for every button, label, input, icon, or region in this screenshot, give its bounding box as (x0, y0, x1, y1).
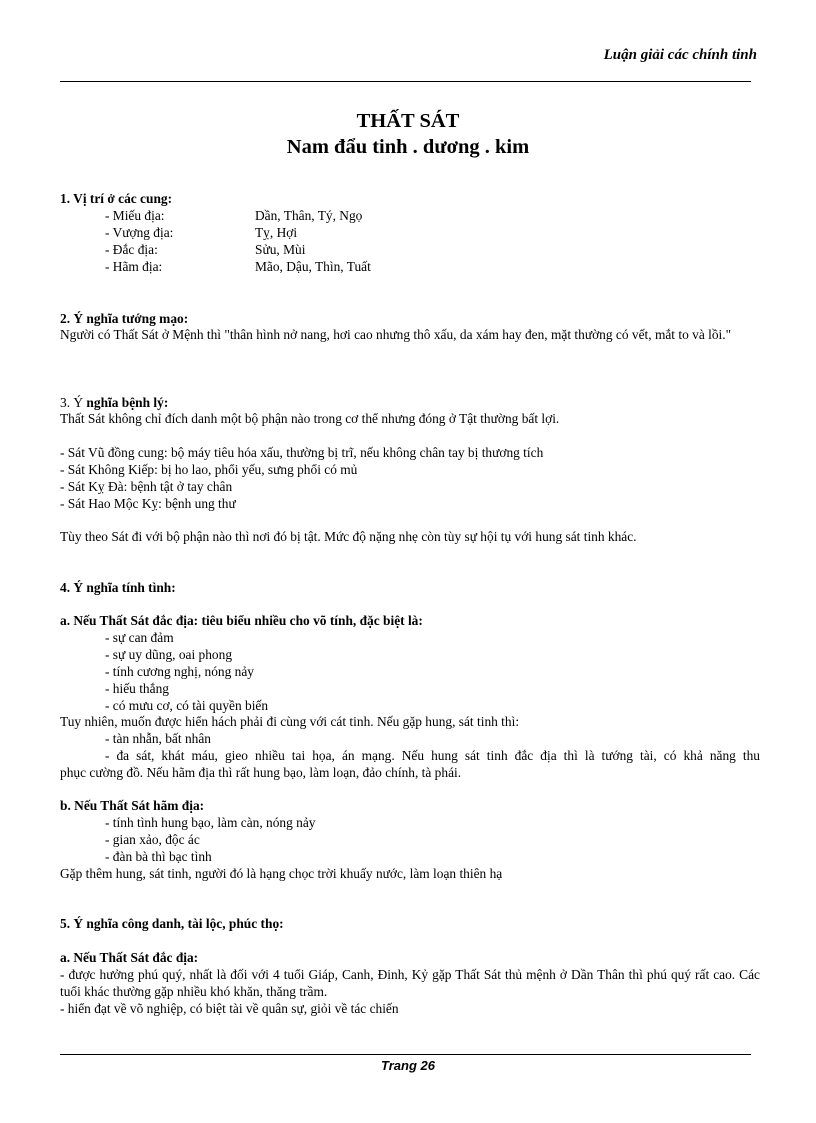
position-row (60, 207, 362, 224)
trait-item: - tính tình hung bạo, làm càn, nóng nảy (105, 815, 316, 830)
section-4b-closing: Gặp thêm hung, sát tinh, người đó là hạng chọc trời khuấy nước, làm loạn thiên hạ (60, 866, 503, 881)
section-5a-heading: a. Nếu Thất Sát đắc địa: (60, 950, 199, 965)
illness-item: - Sát Không Kiếp: bị ho lao, phổi yếu, sưng phổi có mủ (60, 462, 358, 477)
trait-item: - có mưu cơ, có tài quyền biến (105, 698, 269, 713)
trait-item: - hiếu thắng (105, 681, 169, 696)
position-row (60, 241, 305, 258)
section-3-heading-bold: nghĩa bệnh lý: (86, 395, 169, 410)
section-4a-heading: a. Nếu Thất Sát đắc địa: tiêu biểu nhiều cho võ tính, đặc biệt là: (60, 613, 423, 628)
career-item: - hiển đạt về võ nghiệp, có biệt tài về quân sự, giỏi về tác chiến (60, 1001, 399, 1016)
section-2-heading: 2. Ý nghĩa tướng mạo: (60, 311, 189, 326)
header-rule (60, 81, 751, 82)
trait-item: - gian xảo, độc ác (105, 832, 200, 847)
section-3-heading (60, 394, 168, 411)
position-value: Mão, Dậu, Thìn, Tuất (255, 259, 371, 274)
running-header: Luận giải các chính tinh (603, 47, 757, 63)
position-label: - Vượng địa: (105, 225, 174, 240)
section-1-heading: 1. Vị trí ở các cung: (60, 191, 173, 206)
chapter-subtitle: Nam đẩu tinh . dương . kim (286, 136, 530, 158)
section-3-intro: Thất Sát không chỉ đích danh một bộ phận nào trong cơ thể nhưng đóng ở Tật thường bất lợi. (60, 411, 560, 426)
position-row (60, 224, 297, 241)
chapter-title-main: THẤT SÁT (356, 110, 460, 132)
illness-item: - Sát Vũ đồng cung: bộ máy tiêu hóa xấu, thường bị trĩ, nếu không chân tay bị thương tích (60, 445, 544, 460)
trait-item: - sự uy dũng, oai phong (105, 647, 233, 662)
section-3-closing: Tùy theo Sát đi với bộ phận nào thì nơi đó bị tật. Mức độ nặng nhẹ còn tùy sự hội tụ với hung sát tinh khác. (60, 529, 637, 544)
footer-rule (60, 1054, 751, 1055)
trait-item-bad-continued: phục cường đồ. Nếu hãm địa thì rất hung bạo, làm loạn, đảo chính, tà phái. (60, 765, 462, 780)
page-number: Trang 26 (381, 1058, 435, 1073)
trait-item: - sự can đảm (105, 630, 174, 645)
position-value: Tỵ, Hợi (255, 225, 298, 240)
trait-item: - đàn bà thì bạc tình (105, 849, 212, 864)
career-item: - được hưởng phú quý, nhất là đối với 4 tuổi Giáp, Canh, Đinh, Kỷ gặp Thất Sát thủ mệnh ở Dần Thân thì phú quý rất cao. Các tuổi khác thường gặp nhiều khó khăn, thăng trầm. (60, 967, 760, 999)
trait-item-bad: - đa sát, khát máu, gieo nhiều tai họa, án mạng. Nếu hung sát tinh đắc địa thì là tướng tài, có khả năng thu (105, 748, 760, 763)
position-value: Dần, Thân, Tý, Ngọ (255, 208, 363, 223)
section-2-paragraph: Người có Thất Sát ở Mệnh thì "thân hình nở nang, hơi cao nhưng thô xấu, da xám hay đen, mặt thường có vết, mắt to và lồi." (60, 327, 732, 342)
position-row (60, 258, 371, 275)
section-4-heading: 4. Ý nghĩa tính tình: (60, 580, 176, 595)
illness-item: - Sát Hao Mộc Kỵ: bệnh ung thư (60, 496, 236, 511)
position-label: - Hãm địa: (105, 259, 163, 274)
chapter-title (0, 108, 816, 160)
section-5-heading: 5. Ý nghĩa công danh, tài lộc, phúc thọ: (60, 916, 284, 931)
trait-item: - tính cương nghị, nóng nảy (105, 664, 254, 679)
section-4b-heading: b. Nếu Thất Sát hãm địa: (60, 798, 205, 813)
illness-item: - Sát Kỵ Đà: bệnh tật ở tay chân (60, 479, 233, 494)
position-label: - Miếu địa: (105, 208, 165, 223)
trait-item-bad: - tàn nhẫn, bất nhân (105, 731, 211, 746)
position-value: Sửu, Mùi (255, 242, 306, 257)
position-label: - Đắc địa: (105, 242, 158, 257)
section-4a-however: Tuy nhiên, muốn được hiển hách phải đi cùng với cát tinh. Nếu gặp hung, sát tinh thì: (60, 714, 520, 729)
section-3-heading-prefix: 3. Ý (60, 395, 87, 410)
